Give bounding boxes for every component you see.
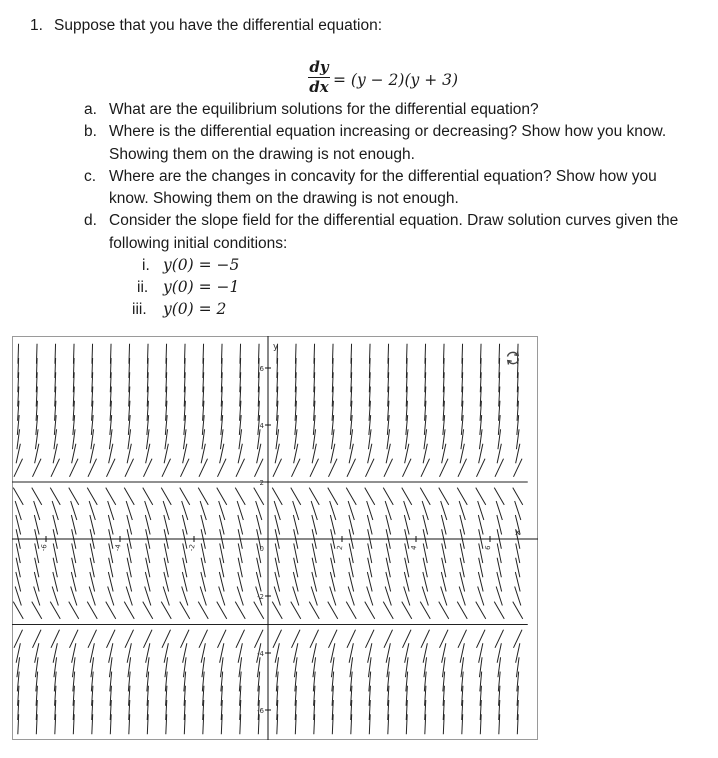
y-tick-label: 6 bbox=[259, 365, 264, 373]
slope-segment bbox=[203, 344, 204, 364]
ic-3-label: iii. bbox=[132, 301, 147, 318]
part-d-text-line2: following initial conditions: bbox=[109, 235, 288, 252]
slope-segment bbox=[369, 344, 370, 364]
ic-1-expr: y(0) = −5 bbox=[163, 256, 240, 274]
part-c-text-line2: know. Showing them on the drawing is not enough. bbox=[109, 190, 459, 207]
derivative-fraction bbox=[308, 59, 330, 96]
ic-1-label: i. bbox=[142, 257, 150, 274]
part-b-text-line2: Showing them on the drawing is not enough. bbox=[109, 146, 415, 163]
x-tick-label: -2 bbox=[187, 543, 197, 552]
fraction-denominator: dx bbox=[309, 78, 329, 96]
x-tick-label: -6 bbox=[39, 543, 49, 552]
part-d-label: d. bbox=[84, 212, 97, 229]
part-d-text-line1: Consider the slope field for the differential equation. Draw solution curves given the bbox=[109, 212, 679, 229]
part-a-label: a. bbox=[84, 101, 97, 118]
slope-segment bbox=[184, 344, 185, 364]
slope-segment bbox=[388, 344, 389, 364]
slope-segment bbox=[166, 344, 167, 364]
equation-rhs: = (y − 2)(y + 3) bbox=[333, 71, 459, 89]
slope-segment bbox=[406, 344, 407, 364]
slope-segment bbox=[240, 344, 241, 364]
part-a-text: What are the equilibrium solutions for the differential equation? bbox=[109, 101, 539, 118]
ic-3-expr: y(0) = 2 bbox=[163, 300, 227, 318]
question-number: 1. bbox=[30, 17, 43, 34]
x-tick-label: 6 bbox=[483, 544, 493, 551]
y-axis-label: y bbox=[273, 342, 279, 352]
x-axis-label: x bbox=[515, 528, 521, 538]
x-tick-label: -4 bbox=[113, 543, 123, 552]
part-c-text-line1: Where are the changes in concavity for the differential equation? Show how you bbox=[109, 168, 657, 185]
slope-segment bbox=[18, 344, 19, 364]
slope-segment bbox=[221, 344, 222, 364]
slope-segment bbox=[314, 344, 315, 364]
slope-segment bbox=[147, 344, 148, 364]
slope-segment bbox=[332, 344, 333, 364]
question-intro: Suppose that you have the differential equation: bbox=[54, 17, 383, 34]
ic-2-label: ii. bbox=[137, 279, 149, 296]
graph-frame bbox=[13, 337, 538, 740]
slope-segment bbox=[499, 344, 500, 364]
part-b-text-line1: Where is the differential equation increasing or decreasing? Show how you know. bbox=[109, 123, 667, 140]
y-tick-label: 0 bbox=[259, 545, 264, 553]
part-b-label: b. bbox=[84, 123, 97, 140]
slope-segment bbox=[462, 344, 463, 364]
y-tick-label: 4 bbox=[259, 422, 264, 430]
y-tick-label: -2 bbox=[257, 593, 264, 601]
slope-segment bbox=[36, 344, 37, 364]
slope-segment bbox=[443, 344, 444, 364]
slope-segment bbox=[129, 344, 130, 364]
slope-segment bbox=[351, 344, 352, 364]
slope-segment bbox=[73, 344, 74, 364]
y-tick-label: 2 bbox=[259, 479, 264, 487]
slope-segment bbox=[258, 344, 259, 364]
ic-2-expr: y(0) = −1 bbox=[163, 278, 240, 296]
slope-segment bbox=[480, 344, 481, 364]
slope-segment bbox=[110, 344, 111, 364]
fraction-numerator: dy bbox=[309, 58, 329, 76]
slope-field-graph[interactable] bbox=[12, 336, 538, 740]
slope-segment bbox=[55, 344, 56, 364]
x-tick-label: 2 bbox=[335, 544, 345, 551]
part-c-label: c. bbox=[84, 168, 97, 185]
slope-segment bbox=[295, 344, 296, 364]
slope-segment bbox=[92, 344, 93, 364]
y-tick-label: -6 bbox=[257, 707, 264, 715]
slope-segment bbox=[425, 344, 426, 364]
y-tick-label: -4 bbox=[257, 650, 264, 658]
x-tick-label: 4 bbox=[409, 544, 419, 551]
